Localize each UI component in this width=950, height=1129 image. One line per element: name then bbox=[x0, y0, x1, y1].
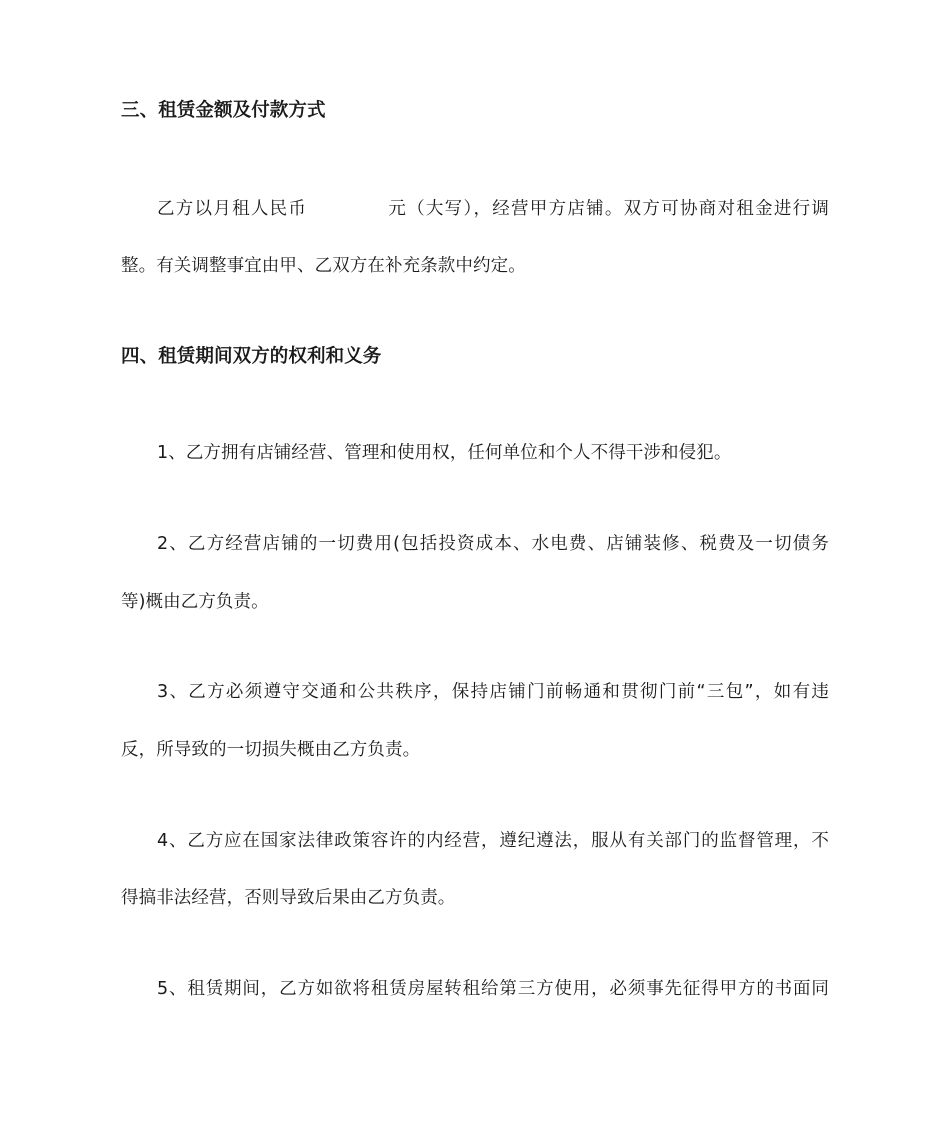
item-5-line-1: 5、租赁期间，乙方如欲将租赁房屋转租给第三方使用，必须事先征得甲方的书面同 bbox=[157, 979, 829, 999]
item-3-line-1: 3、乙方必须遵守交通和公共秩序，保持店铺门前畅通和贯彻门前“三包”，如有违 bbox=[157, 682, 829, 702]
item-4-line-2: 得搞非法经营，否则导致后果由乙方负责。 bbox=[121, 888, 456, 908]
item-1-line-1: 1、乙方拥有店铺经营、管理和使用权，任何单位和个人不得干涉和侵犯。 bbox=[157, 443, 732, 463]
section-3-paragraph-line-2: 整。有关调整事宜由甲、乙双方在补充条款中约定。 bbox=[121, 256, 526, 276]
rent-prefix-text: 乙方以月租人民币 bbox=[157, 199, 308, 219]
item-2-line-2: 等)概由乙方负责。 bbox=[121, 592, 269, 612]
item-2-line-1: 2、乙方经营店铺的一切费用(包括投资成本、水电费、店铺装修、税费及一切债务 bbox=[157, 534, 829, 554]
section-4-heading: 四、租赁期间双方的权利和义务 bbox=[121, 346, 382, 367]
rent-suffix-text: 元（大写），经营甲方店铺。双方可协商对租金进行调 bbox=[387, 199, 829, 219]
section-3-paragraph-line-1 bbox=[157, 197, 829, 221]
item-4-line-1: 4、乙方应在国家法律政策容许的内经营，遵纪遵法，服从有关部门的监督管理，不 bbox=[157, 831, 829, 851]
section-3-heading: 三、租赁金额及付款方式 bbox=[121, 100, 326, 121]
item-3-line-2: 反，所导致的一切损失概由乙方负责。 bbox=[121, 740, 421, 760]
